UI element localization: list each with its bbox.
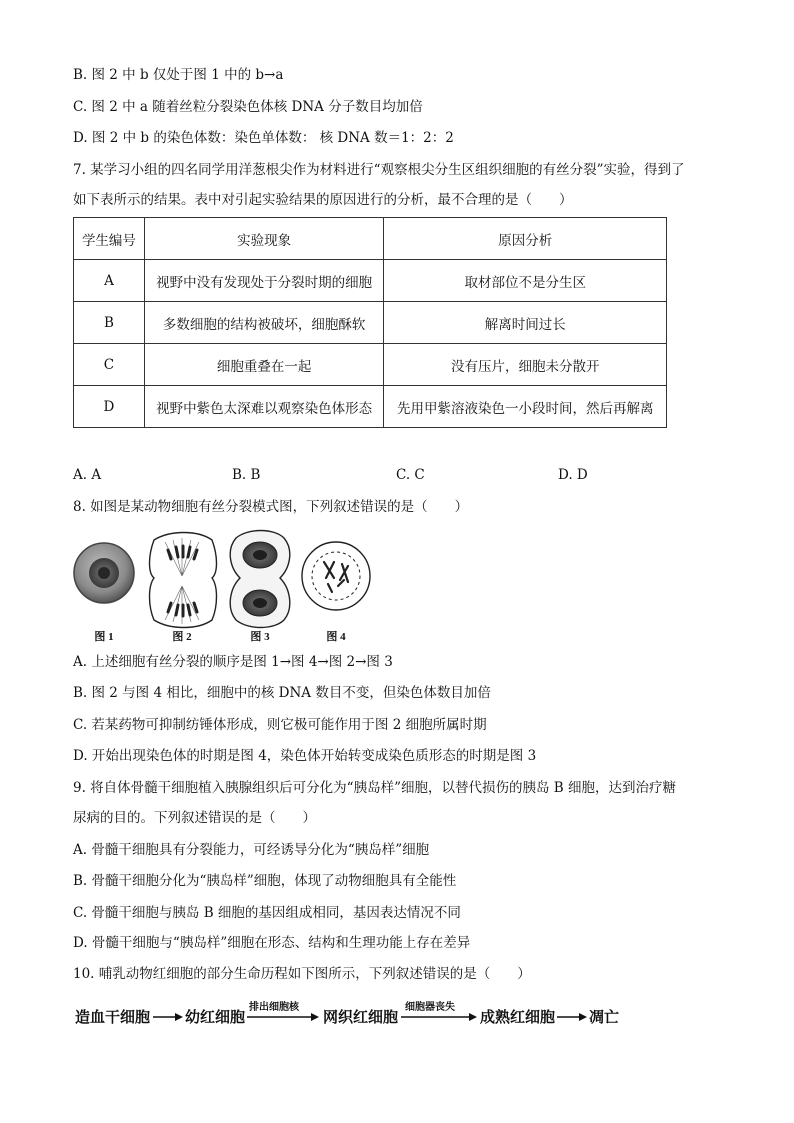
fig2-cell	[150, 533, 217, 628]
fig4-label: 图 4	[326, 631, 346, 643]
q7-header-cell: 原因分析	[384, 218, 667, 260]
table-cell: 视野中没有发现处于分裂时期的细胞	[144, 260, 384, 302]
q8-option-b: B. 图 2 与图 4 相比，细胞中的核 DNA 数目不变，但染色体数目加倍	[73, 685, 491, 701]
q9-option-a: A. 骨髓干细胞具有分裂能力，可经诱导分化为“胰岛样”细胞	[73, 842, 430, 858]
q7-stem-line1: 7. 某学习小组的四名同学用洋葱根尖作为材料进行“观察根尖分生区组织细胞的有丝分裂”实验，得到了	[73, 162, 685, 178]
table-cell: C	[74, 344, 145, 386]
q7-options	[73, 465, 633, 485]
q9-option-d: D. 骨髓干细胞与“胰岛样”细胞在形态、结构和生理功能上存在差异	[73, 935, 471, 951]
flow-arrow-icon	[247, 1012, 319, 1022]
table-row	[74, 344, 667, 386]
q9-option-b: B. 骨髓干细胞分化为“胰岛样”细胞，体现了动物细胞具有全能性	[73, 873, 457, 889]
q6-option-d: D. 图 2 中 b 的染色体数：染色单体数： 核 DNA 数＝1：2：2	[73, 130, 454, 146]
flow-node-erythroblast: 幼红细胞	[185, 1008, 246, 1026]
flow-arrow-icon	[557, 1012, 587, 1022]
q7-option-c: C. C	[396, 467, 425, 483]
q7-table-header-row	[74, 218, 667, 260]
flow-node-reticulocyte: 网织红细胞	[323, 1008, 399, 1026]
flow-node-hsc: 造血干细胞	[75, 1008, 151, 1026]
q8-mitosis-figure	[72, 528, 382, 646]
flow-node-mature-rbc: 成熟红细胞	[480, 1008, 556, 1026]
flow-arrow-icon	[401, 1012, 477, 1022]
table-cell: D	[74, 386, 145, 428]
q7-table	[73, 217, 667, 428]
fig1-label: 图 1	[94, 631, 114, 643]
q7-option-a: A. A	[73, 467, 102, 483]
q8-option-a: A. 上述细胞有丝分裂的顺序是图 1→图 4→图 2→图 3	[73, 654, 393, 670]
q7-option-b: B. B	[232, 467, 261, 483]
table-cell: B	[74, 302, 145, 344]
q8-option-c: C. 若某药物可抑制纺锤体形成，则它极可能作用于图 2 细胞所属时期	[73, 717, 487, 733]
flow-edge-label-enucleation: 排出细胞核	[249, 1002, 299, 1013]
q7-header-cell: 学生编号	[74, 218, 145, 260]
q9-stem-line2: 尿病的目的。下列叙述错误的是（ ）	[73, 810, 316, 826]
flow-node-apoptosis: 凋亡	[589, 1008, 620, 1026]
flow-edge-label-organelle-loss: 细胞器丧失	[405, 1002, 455, 1013]
table-row	[74, 302, 667, 344]
table-cell: 没有压片，细胞未分散开	[384, 344, 667, 386]
q9-stem-line1: 9. 将自体骨髓干细胞植入胰腺组织后可分化为“胰岛样”细胞，以替代损伤的胰岛 B 细胞，达到治疗糖	[73, 780, 676, 796]
q10-stem: 10. 哺乳动物红细胞的部分生命历程如下图所示，下列叙述错误的是（ ）	[73, 966, 531, 982]
table-row	[74, 386, 667, 428]
table-cell: 解离时间过长	[384, 302, 667, 344]
table-cell: 先用甲紫溶液染色一小段时间，然后再解离	[384, 386, 667, 428]
table-cell: A	[74, 260, 145, 302]
table-row	[74, 260, 667, 302]
q7-header-cell: 实验现象	[144, 218, 384, 260]
q7-option-d: D. D	[558, 467, 588, 483]
fig4-cell	[302, 542, 370, 610]
q9-option-c: C. 骨髓干细胞与胰岛 B 细胞的基因组成相同，基因表达情况不同	[73, 905, 461, 921]
table-cell: 取材部位不是分生区	[384, 260, 667, 302]
q8-stem: 8. 如图是某动物细胞有丝分裂模式图，下列叙述错误的是（ ）	[73, 499, 469, 515]
table-cell: 细胞重叠在一起	[144, 344, 384, 386]
q7-stem-line2: 如下表所示的结果。表中对引起实验结果的原因进行的分析，最不合理的是（ ）	[73, 192, 573, 208]
q8-option-d: D. 开始出现染色体的时期是图 4，染色体开始转变成染色质形态的时期是图 3	[73, 748, 537, 764]
q10-flow-diagram	[73, 998, 633, 1032]
fig3-label: 图 3	[250, 631, 270, 643]
fig3-cell	[230, 531, 290, 628]
q6-option-b: B. 图 2 中 b 仅处于图 1 中的 b→a	[73, 67, 284, 83]
table-cell: 视野中紫色太深难以观察染色体形态	[144, 386, 384, 428]
q6-option-c: C. 图 2 中 a 随着丝粒分裂染色体核 DNA 分子数目均加倍	[73, 99, 423, 115]
fig1-cell	[74, 543, 134, 603]
flow-arrow-icon	[153, 1012, 183, 1022]
table-cell: 多数细胞的结构被破坏，细胞酥软	[144, 302, 384, 344]
fig2-label: 图 2	[172, 631, 192, 643]
